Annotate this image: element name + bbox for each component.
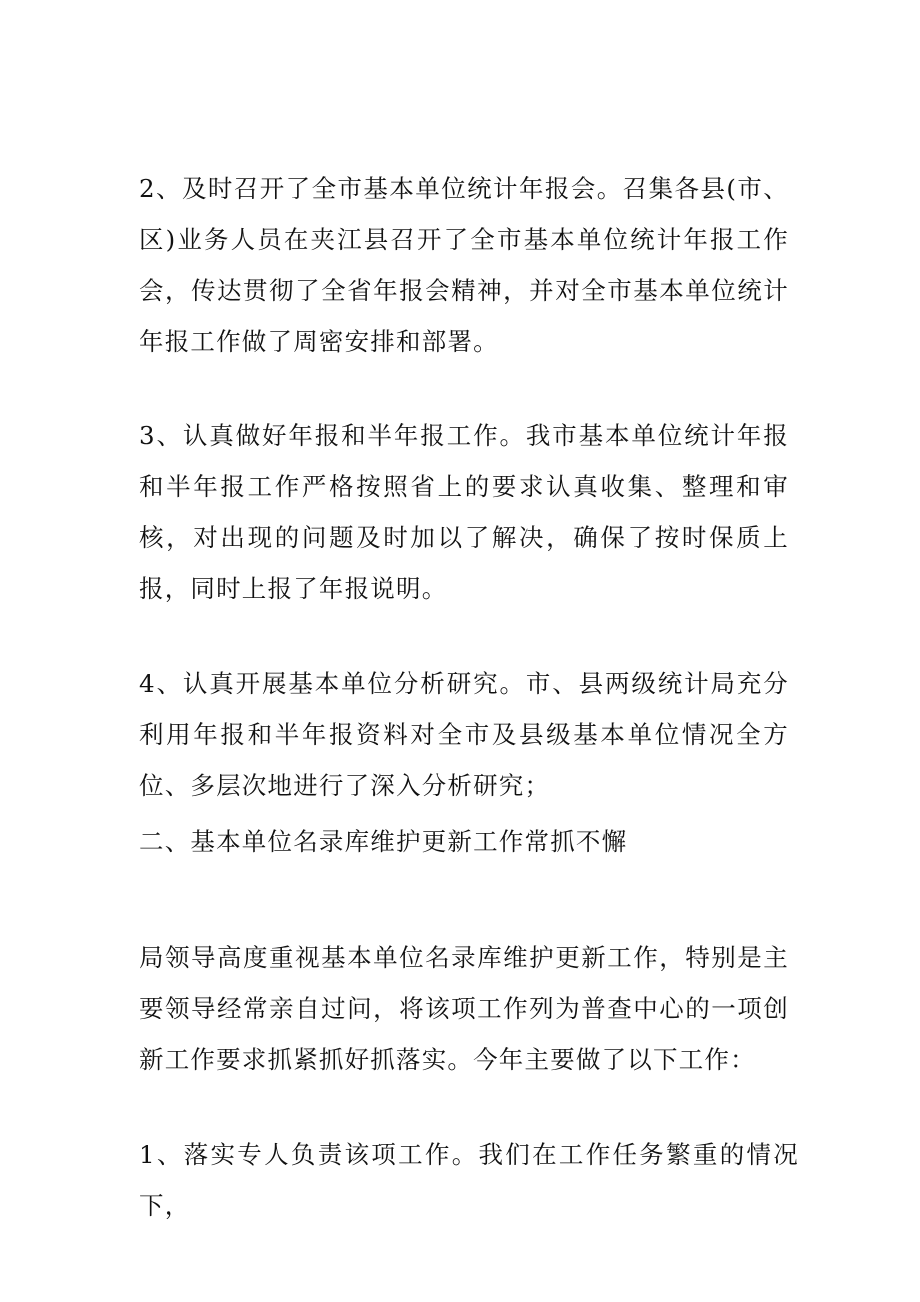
paragraph-annual-report-meeting: 2、及时召开了全市基本单位统计年报会。召集各县(市、区)业务人员在夹江县召开了全市基本单位统计年报工作会，传达贯彻了全省年报会精神，并对全市基本单位统计年报工作做了周密安排和部署。 (139, 174, 789, 356)
paragraph-leadership-attention: 局领导高度重视基本单位名录库维护更新工作，特别是主要领导经常亲自过问，将该项工作列为普查中心的一项创新工作要求抓紧抓好抓落实。今年主要做了以下工作： (139, 943, 789, 1074)
paragraph-annual-semiannual-reports: 3、认真做好年报和半年报工作。我市基本单位统计年报和半年报工作严格按照省上的要求认真收集、整理和审核，对出现的问题及时加以了解决，确保了按时保质上报，同时上报了年报说明。 (139, 421, 789, 603)
paragraph-unit-analysis-research: 4、认真开展基本单位分析研究。市、县两级统计局充分利用年报和半年报资料对全市及县级基本单位情况全方位、多层次地进行了深入分析研究； (139, 669, 789, 800)
paragraph-dedicated-staff: 1、落实专人负责该项工作。我们在工作任务繁重的情况下， (139, 1140, 799, 1220)
section-heading-directory-maintenance: 二、基本单位名录库维护更新工作常抓不懈 (139, 827, 628, 856)
